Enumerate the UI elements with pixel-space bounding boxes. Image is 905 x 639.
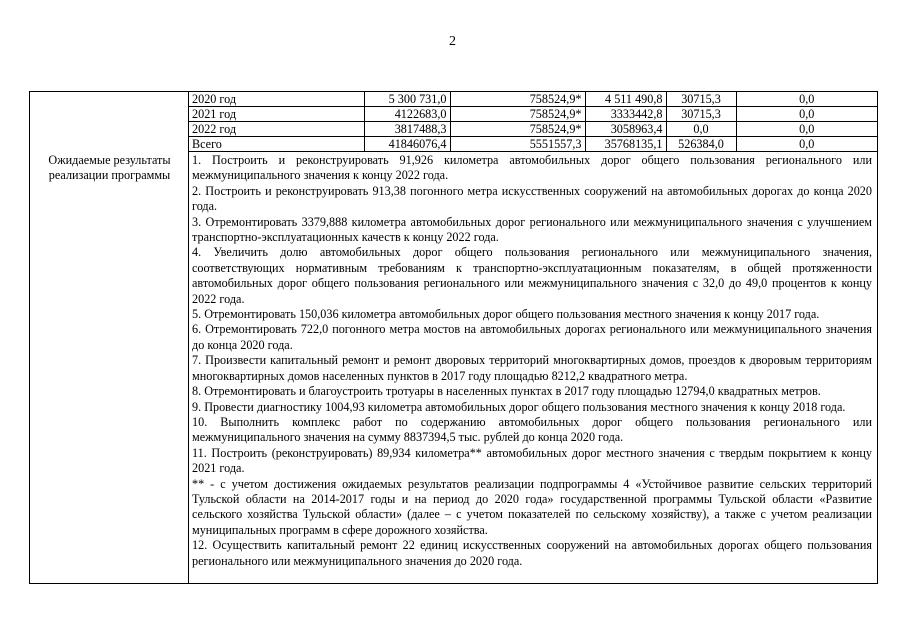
table-row [189, 137, 877, 152]
table-cell: 758524,9* [450, 92, 585, 107]
result-item: 12. Осуществить капитальный ремонт 22 единиц искусственных сооружений на автомобильных дорогах общего пользования регионального или межмуниципального значения до 2020 года. [192, 538, 872, 568]
result-item: 7. Произвести капитальный ремонт и ремонт дворовых территорий многоквартирных домов, проездов к дворовым территориям многоквартирных домов населенных пунктов в 2017 году площадью 8212,2 квадратного метра. [192, 353, 872, 383]
result-item: 4. Увеличить долю автомобильных дорог общего пользования регионального или межмуниципального значения, соответствующих нормативным требованиям к транспортно-эксплуатационным показателям, в общей протяженности автомобильных дорог общего пользования регионального или межмуниципального значения с 32,0 до 49,0 процентов к концу 2022 года. [192, 245, 872, 306]
result-item: 5. Отремонтировать 150,036 километра автомобильных дорог общего пользования местного значения к концу 2017 года. [192, 307, 820, 322]
table-cell: 30715,3 [666, 92, 736, 107]
finance-table [189, 92, 877, 152]
label-column [30, 92, 189, 583]
table-cell: 5 300 731,0 [364, 92, 450, 107]
year-cell: 2021 год [189, 107, 364, 122]
results-label: Ожидаемые результаты реализации программы [48, 153, 171, 182]
table-cell: 5551557,3 [450, 137, 585, 152]
table-cell: 526384,0 [666, 137, 736, 152]
table-cell: 41846076,4 [364, 137, 450, 152]
total-cell: Всего [189, 137, 364, 152]
table-cell: 0,0 [666, 122, 736, 137]
expected-results-text [192, 153, 872, 569]
result-item: 9. Провести диагностику 1004,93 километра автомобильных дорог общего пользования местного значения к концу 2018 года. [192, 399, 846, 414]
table-row [189, 92, 877, 107]
page-number: 2 [449, 34, 456, 49]
table-cell: 758524,9* [450, 107, 585, 122]
table-cell: 758524,9* [450, 122, 585, 137]
table-row [189, 122, 877, 137]
table-cell: 0,0 [736, 107, 877, 122]
table-cell: 0,0 [736, 137, 877, 152]
table-cell: 0,0 [736, 122, 877, 137]
year-cell: 2020 год [189, 92, 364, 107]
table-cell: 3058963,4 [585, 122, 666, 137]
footnote: ** - с учетом достижения ожидаемых результатов реализации подпрограммы 4 «Устойчивое развитие сельских территорий Тульской области на 2014-2017 годы и на период до 2020 года» государственной программы Тульской области «Развитие сельского хозяйства Тульской области» (далее – с учетом показателей по сельскому хозяйству), а также с учетом реализации муниципальных программ в сфере дорожного хозяйства. [192, 476, 872, 537]
table-cell: 4 511 490,8 [585, 92, 666, 107]
result-item: 8. Отремонтировать и благоустроить тротуары в населенных пунктах в 2017 году площадью 12794,0 квадратных метров. [192, 384, 821, 399]
table-cell: 0,0 [736, 92, 877, 107]
result-item: 1. Построить и реконструировать 91,926 километра автомобильных дорог общего пользования регионального или межмуниципального значения к концу 2022 года. [192, 153, 872, 183]
table-cell: 4122683,0 [364, 107, 450, 122]
year-cell: 2022 год [189, 122, 364, 137]
table-row [189, 107, 877, 122]
result-item: 11. Построить (реконструировать) 89,934 километра** автомобильных дорог местного значения с твердым покрытием к концу 2021 года. [192, 445, 872, 476]
result-item: 10. Выполнить комплекс работ по содержанию автомобильных дорог общего пользования регионального или межмуниципального значения на сумму 8837394,5 тыс. рублей до конца 2020 года. [192, 414, 872, 445]
table-cell: 3333442,8 [585, 107, 666, 122]
result-item: 2. Построить и реконструировать 913,38 погонного метра искусственных сооружений на автомобильных дорогах до конца 2020 года. [192, 183, 872, 214]
program-passport-table [29, 91, 878, 584]
result-item: 3. Отремонтировать 3379,888 километра автомобильных дорог регионального или межмуниципального значения с улучшением транспортно-эксплуатационных качеств к концу 2022 года. [192, 214, 872, 245]
result-item: 6. Отремонтировать 722,0 погонного метра мостов на автомобильных дорогах регионального или межмуниципального значения до конца 2020 года. [192, 322, 872, 352]
table-cell: 3817488,3 [364, 122, 450, 137]
table-cell: 35768135,1 [585, 137, 666, 152]
table-cell: 30715,3 [666, 107, 736, 122]
